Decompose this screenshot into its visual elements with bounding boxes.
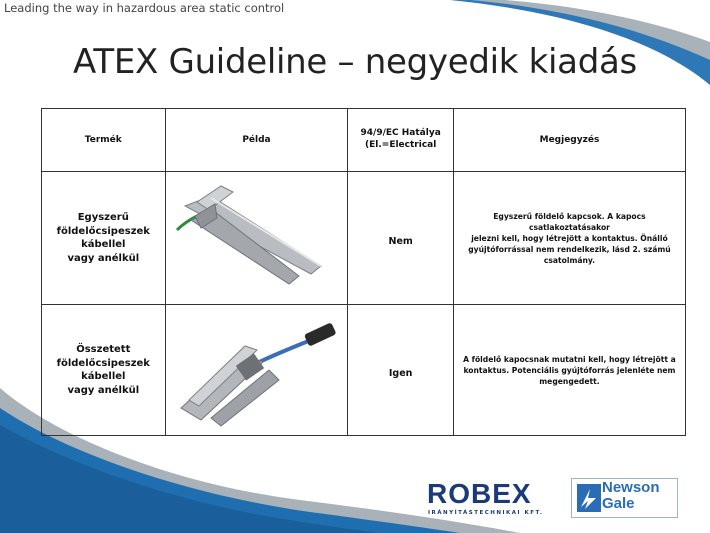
product-cell	[42, 305, 166, 436]
newson-gale-emblem-icon	[576, 483, 602, 513]
column-header-product: Termék	[42, 109, 166, 172]
table-row	[42, 172, 686, 305]
example-cell	[165, 305, 348, 436]
column-header-note: Megjegyzés	[453, 109, 685, 172]
note-line: csatolmány.	[543, 255, 596, 265]
table-header-row	[42, 109, 686, 172]
newson-word: Newson	[602, 479, 660, 496]
product-line: Összetett	[76, 344, 131, 355]
column-header-example: Példa	[165, 109, 348, 172]
scope-cell	[348, 305, 454, 436]
tagline: Leading the way in hazardous area static control	[4, 1, 285, 15]
scope-value: Igen	[388, 367, 413, 379]
scope-cell	[348, 172, 454, 305]
gale-word: Gale	[602, 494, 635, 512]
column-header-scope	[348, 109, 454, 172]
note-cell	[453, 305, 685, 436]
table-row	[42, 305, 686, 436]
product-line: vagy anélkül	[67, 252, 140, 264]
column-header-scope-line2: (El.=Electrical	[365, 140, 437, 150]
note-line: jelezni kell, hogy létrejött a kontaktus. Önálló	[471, 233, 668, 243]
product-line: Egyszerű	[77, 212, 129, 223]
note-line: megengedett.	[539, 376, 600, 386]
note-cell	[453, 172, 685, 305]
note-line: gyújtóforrással nem rendelkezik, lásd 2. számú	[468, 244, 671, 254]
scope-value: Nem	[388, 235, 413, 247]
composite-earthing-clamp-image	[171, 308, 341, 428]
robex-subtitle: IRÁNYÍTÁSTECHNIKAI KFT.	[428, 510, 544, 516]
product-line: földelőcsipeszek kábellel	[56, 225, 150, 250]
simple-earthing-clamp-image	[171, 176, 341, 296]
note-line: A földelő kapocsnak mutatni kell, hogy létrejött a	[463, 354, 676, 364]
robex-logo: ROBEX	[427, 478, 532, 509]
atex-table	[41, 108, 686, 436]
product-line: földelőcsipeszek kábellel	[56, 357, 150, 382]
note-line: kontaktus. Potenciális gyújtóforrás jelenléte nem	[463, 365, 676, 375]
product-cell	[42, 172, 166, 305]
newson-gale-wordmark	[602, 480, 660, 512]
example-cell	[165, 172, 348, 305]
slide-title: ATEX Guideline – negyedik kiadás	[73, 42, 637, 82]
column-header-scope-line1: 94/9/EC Hatálya	[360, 128, 441, 139]
product-line: vagy anélkül	[67, 384, 140, 396]
note-line: Egyszerű földelő kapcsok. A kapocs csatlakoztatásakor	[493, 211, 646, 232]
